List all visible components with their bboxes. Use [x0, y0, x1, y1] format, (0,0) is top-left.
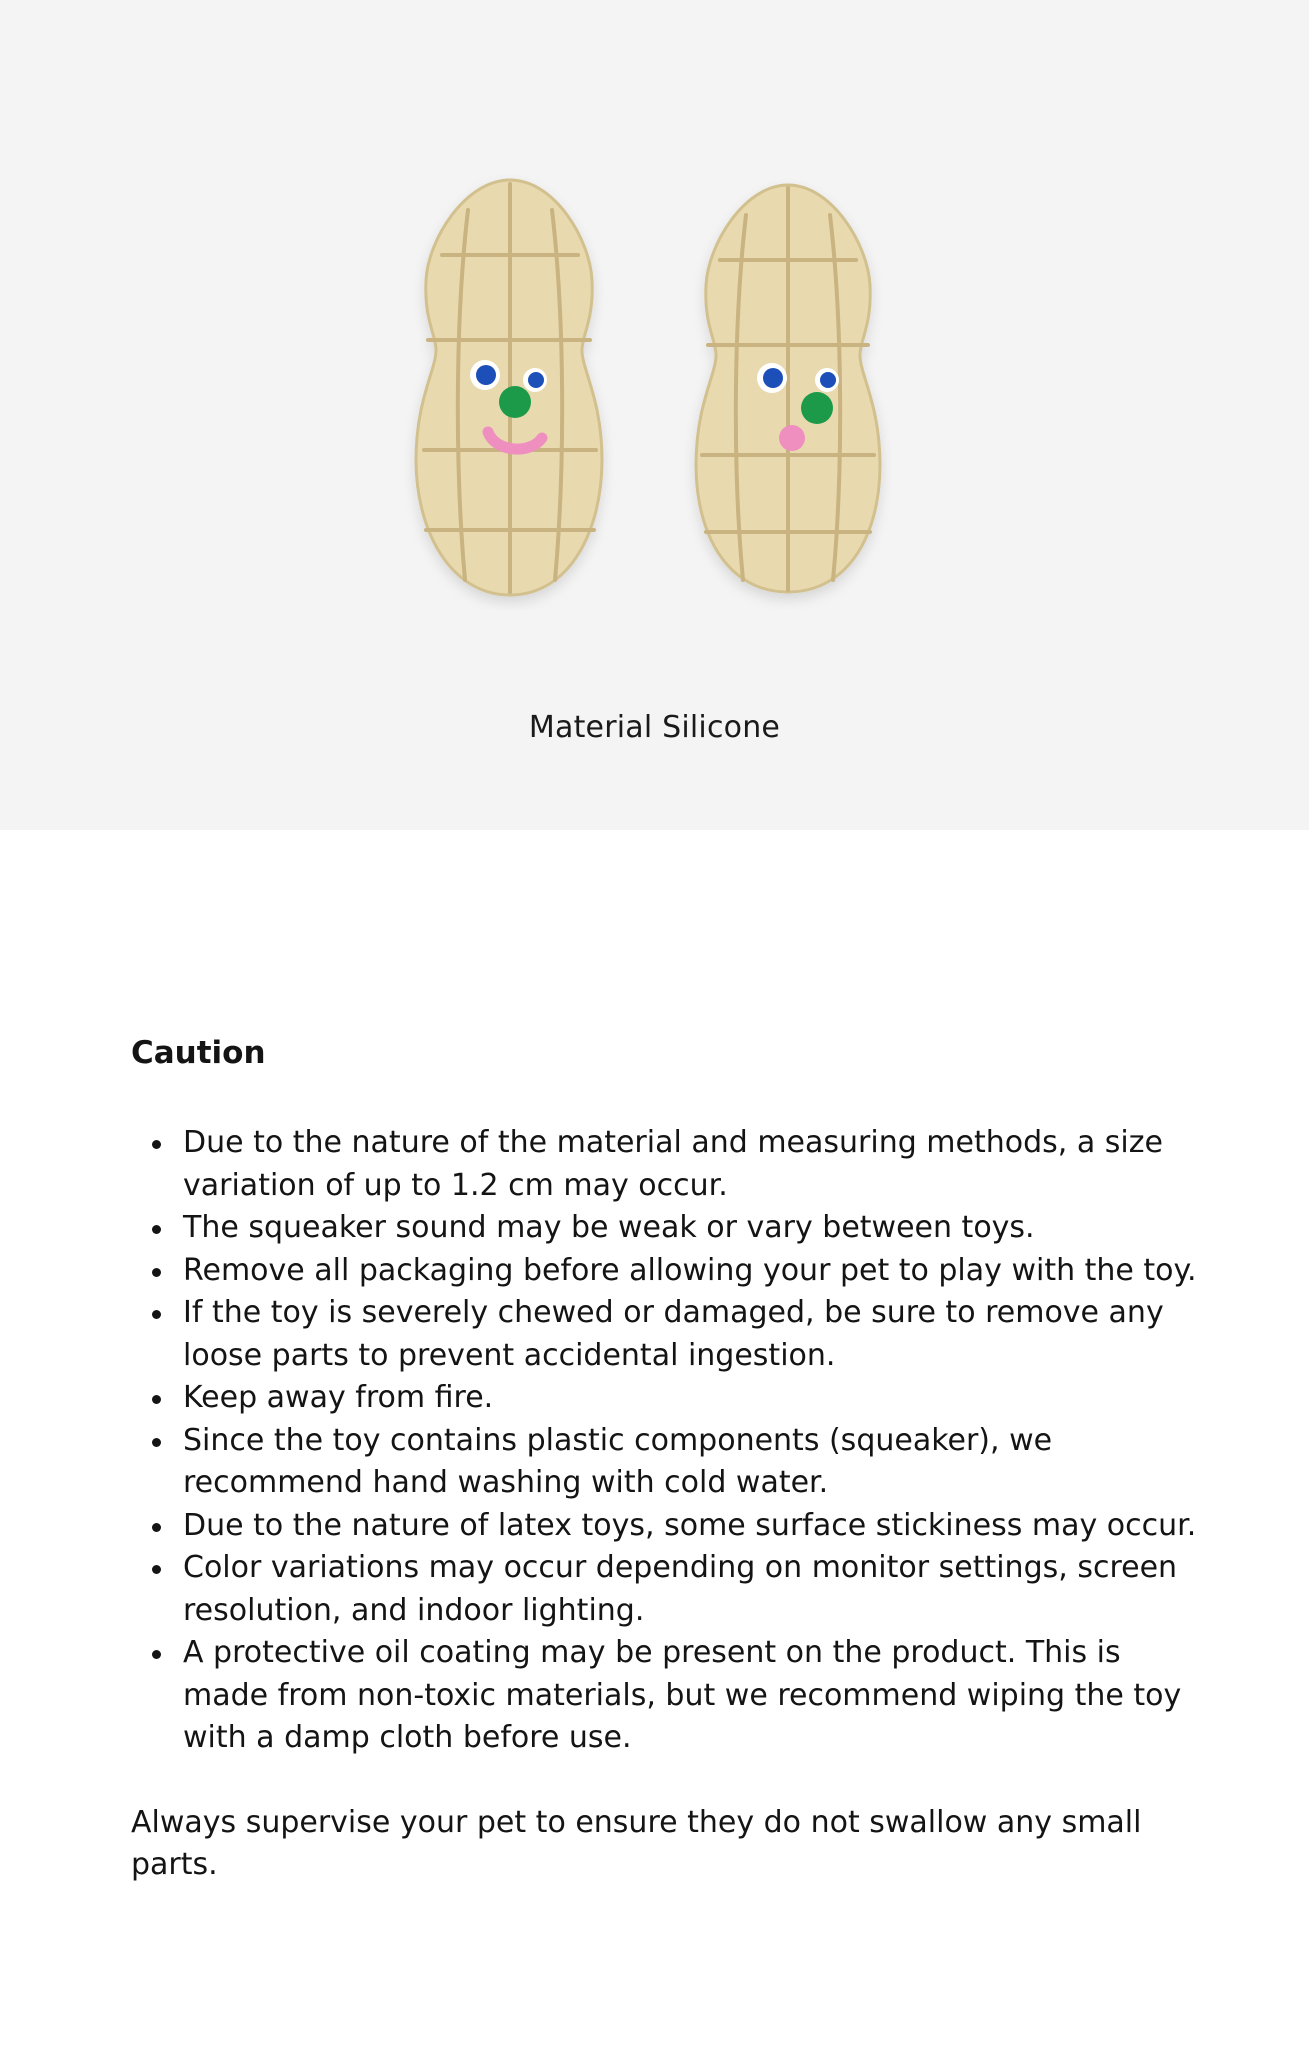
caution-list — [131, 1122, 1211, 1760]
peanut-toy-left — [416, 180, 602, 595]
caution-item: If the toy is severely chewed or damaged, be sure to remove any loose parts to prevent accidental ingestion. — [131, 1292, 1203, 1377]
material-label: Material Silicone — [528, 710, 781, 745]
product-hero — [0, 0, 1309, 830]
caution-item: Due to the nature of the material and measuring methods, a size variation of up to 1.2 cm may occur. — [131, 1122, 1203, 1207]
peanut-toy-right — [696, 185, 880, 592]
caution-item: A protective oil coating may be present on the product. This is made from non-toxic materials, but we recommend wiping the toy with a damp cloth before use. — [131, 1632, 1203, 1760]
caution-item: Color variations may occur depending on monitor settings, screen resolution, and indoor lighting. — [131, 1547, 1203, 1632]
supervision-note: Always supervise your pet to ensure they do not swallow any small parts. — [131, 1804, 1142, 1882]
caution-section — [131, 1032, 1211, 1916]
peanut-toys-image — [380, 170, 930, 610]
caution-item: Remove all packaging before allowing your pet to play with the toy. — [131, 1250, 1203, 1293]
caution-item: Since the toy contains plastic components (squeaker), we recommend hand washing with cold water. — [131, 1420, 1203, 1505]
caution-item: The squeaker sound may be weak or vary between toys. — [131, 1207, 1203, 1250]
caution-item: Keep away from fire. — [131, 1377, 1203, 1420]
caution-title: Caution — [131, 1035, 266, 1071]
caution-item: Due to the nature of latex toys, some surface stickiness may occur. — [131, 1505, 1203, 1548]
